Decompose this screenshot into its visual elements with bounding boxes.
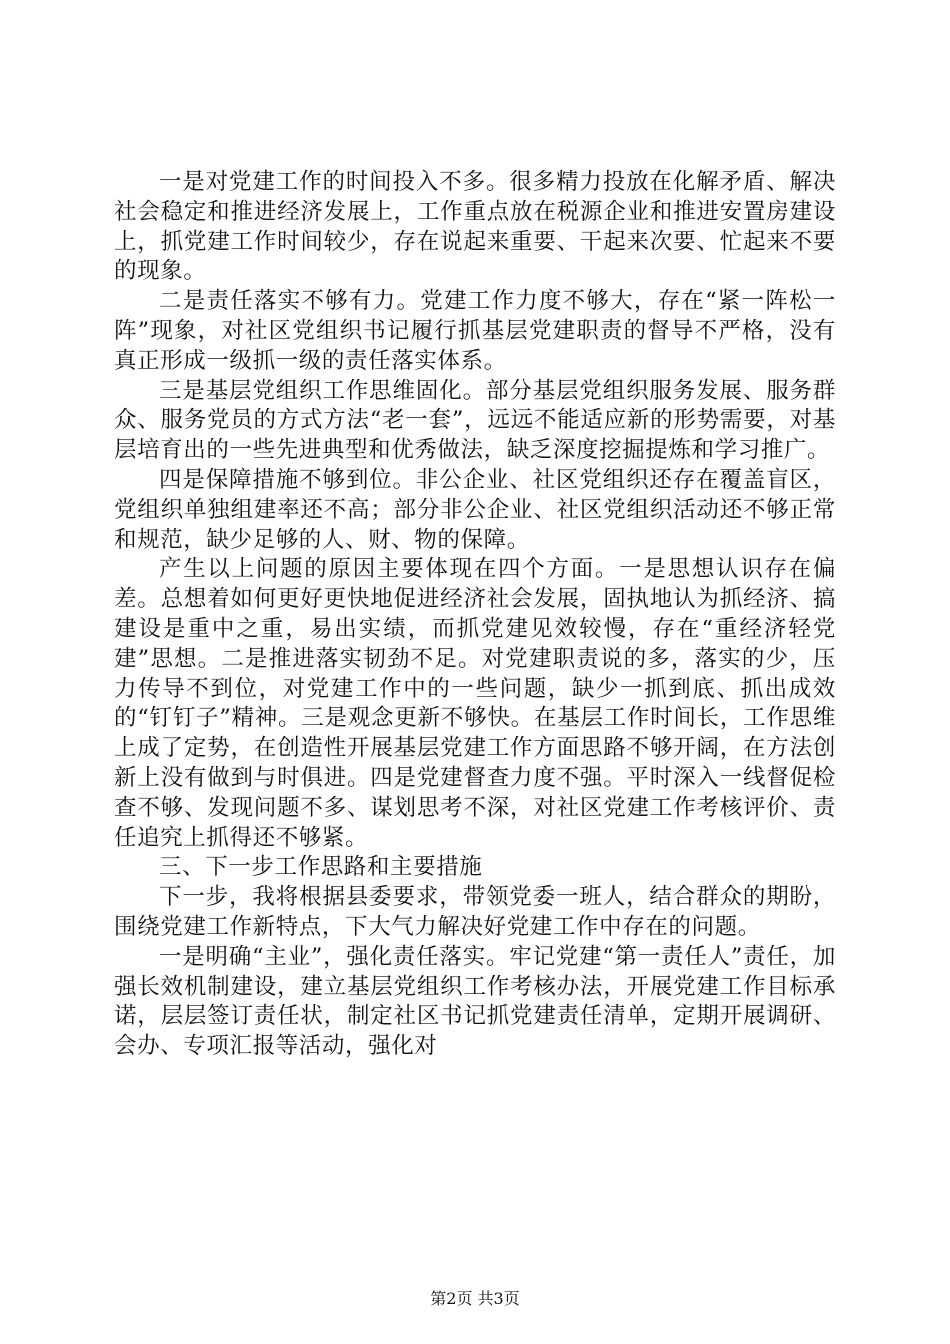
paragraph-5: 产生以上问题的原因主要体现在四个方面。一是思想认识存在偏差。总想着如何更好更快地促进经济社会发展，固执地认为抓经济、搞建设是重中之重，易出实绩，而抓党建见效较慢，存在“重经济轻党建”思想。二是推进落实韧劲不足。对党建职责说的多，落实的少，压力传导不到位，对党建工作中的一些问题，缺少一抓到底、抓出成效的“钉钉子”精神。三是观念更新不够快。在基层工作时间长，工作思维上成了定势，在创造性开展基层党建工作方面思路不够开阔，在方法创新上没有做到与时俱进。四是党建督查力度不强。平时深入一线督促检查不够、发现问题不多、谋划思考不深，对社区党建工作考核评价、责任追究上抓得还不够紧。: [114, 556, 836, 851]
page-number-footer: 第2页 共3页: [430, 1289, 520, 1308]
document-body: [114, 168, 836, 1062]
paragraph-7: 一是明确“主业”，强化责任落实。牢记党建“第一责任人”责任，加强长效机制建设，建立基层党组织工作考核办法，开展党建工作目标承诺，层层签订责任状，制定社区书记抓党建责任清单，定期开展调研、会办、专项汇报等活动，强化对: [114, 943, 836, 1060]
paragraph-2: 二是责任落实不够有力。党建工作力度不够大，存在“紧一阵松一阵”现象，对社区党组织书记履行抓基层党建职责的督导不严格，没有真正形成一级抓一级的责任落实体系。: [114, 288, 836, 374]
paragraph-6: 下一步，我将根据县委要求，带领党委一班人，结合群众的期盼，围绕党建工作新特点，下大气力解决好党建工作中存在的问题。: [114, 884, 836, 940]
paragraph-3: 三是基层党组织工作思维固化。部分基层党组织服务发展、服务群众、服务党员的方式方法“老一套”，远远不能适应新的形势需要，对基层培育出的一些先进典型和优秀做法，缺乏深度挖掘提炼和学习推广。: [114, 377, 836, 464]
paragraph-1: 一是对党建工作的时间投入不多。很多精力投放在化解矛盾、解决社会稳定和推进经济发展上，工作重点放在税源企业和推进安置房建设上，抓党建工作时间较少，存在说起来重要、干起来次要、忙起来不要的现象。: [114, 169, 836, 285]
section-heading: 三、下一步工作思路和主要措施: [159, 854, 483, 881]
paragraph-4: 四是保障措施不够到位。非公企业、社区党组织还存在覆盖盲区，党组织单独组建率还不高；部分非公企业、社区党组织活动还不够正常和规范，缺少足够的人、财、物的保障。: [114, 466, 836, 553]
